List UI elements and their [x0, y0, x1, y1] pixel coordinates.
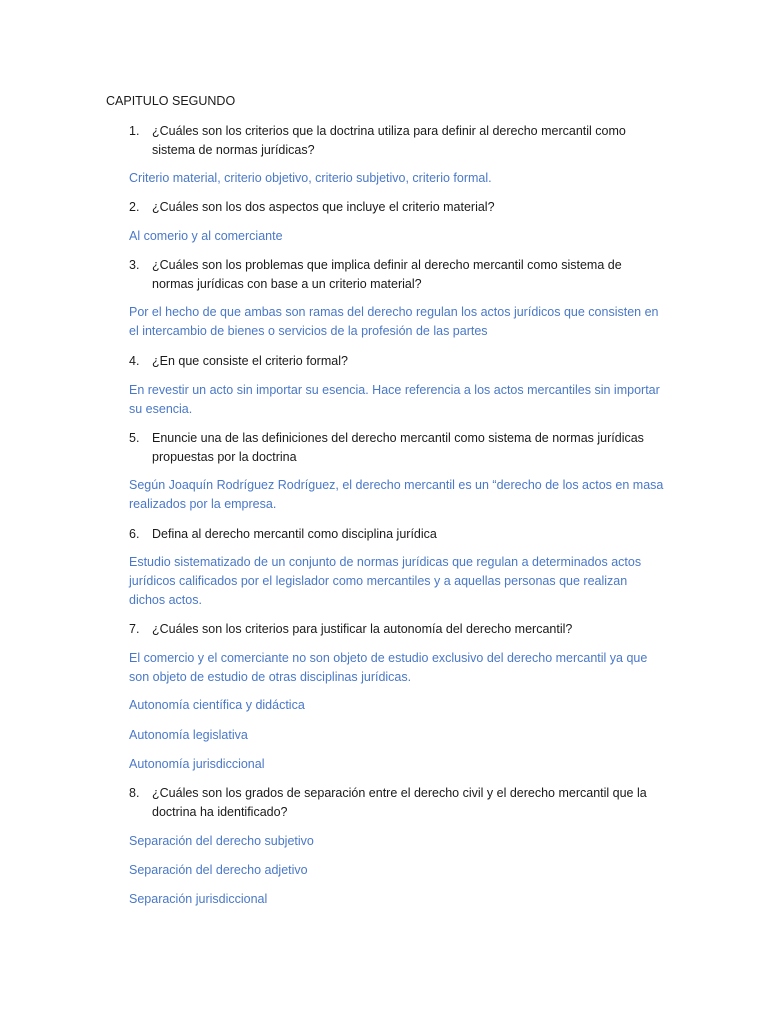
answer-4: En revestir un acto sin importar su esencia. Hace referencia a los actos mercantiles sin importar su esencia.: [129, 383, 660, 416]
question-8: [129, 784, 659, 821]
answer-1: Criterio material, criterio objetivo, criterio subjetivo, criterio formal.: [129, 171, 492, 185]
question-5: [129, 429, 659, 466]
question-3: [129, 256, 659, 293]
question-text: ¿Cuáles son los problemas que implica definir al derecho mercantil como sistema de normas jurídicas con base a un criterio material?: [152, 258, 622, 291]
question-4: [129, 352, 659, 371]
question-text: ¿Cuáles son los dos aspectos que incluye el criterio material?: [152, 200, 495, 214]
answer-8-item: Separación del derecho subjetivo: [129, 834, 314, 848]
question-text: Enuncie una de las definiciones del derecho mercantil como sistema de normas jurídicas propuestas por la doctrina: [152, 431, 644, 464]
question-number: 8.: [129, 786, 140, 800]
chapter-heading: CAPITULO SEGUNDO: [106, 94, 236, 108]
answer-7-item: Autonomía legislativa: [129, 728, 248, 742]
answer-8-item: Separación jurisdiccional: [129, 892, 268, 906]
answer-7-item: Autonomía científica y didáctica: [129, 698, 305, 712]
answer-5: Según Joaquín Rodríguez Rodríguez, el derecho mercantil es un “derecho de los actos en masa realizados por la empresa.: [129, 478, 664, 511]
question-text: Defina al derecho mercantil como disciplina jurídica: [152, 527, 437, 541]
question-number: 5.: [129, 431, 140, 445]
question-6: [129, 525, 659, 544]
question-number: 6.: [129, 527, 140, 541]
question-number: 4.: [129, 354, 140, 368]
question-text: ¿Cuáles son los criterios para justificar la autonomía del derecho mercantil?: [152, 622, 573, 636]
answer-2: Al comerio y al comerciante: [129, 229, 283, 243]
question-number: 2.: [129, 200, 140, 214]
answer-8-item: Separación del derecho adjetivo: [129, 863, 308, 877]
question-1: [129, 122, 659, 159]
question-number: 7.: [129, 622, 140, 636]
answer-7: El comercio y el comerciante no son objeto de estudio exclusivo del derecho mercantil ya que son objeto de estudio de otras disciplinas jurídicas.: [129, 651, 648, 684]
answer-6: Estudio sistematizado de un conjunto de normas jurídicas que regulan a determinados actos jurídicos calificados por el legislador como mercantiles y a aquellas personas que realizan dichos actos.: [129, 555, 642, 607]
question-text: ¿Cuáles son los grados de separación entre el derecho civil y el derecho mercantil que la doctrina ha identificado?: [152, 786, 647, 819]
question-2: [129, 198, 659, 217]
question-7: [129, 620, 659, 639]
question-text: ¿En que consiste el criterio formal?: [152, 354, 348, 368]
question-number: 1.: [129, 124, 140, 138]
question-number: 3.: [129, 258, 140, 272]
question-text: ¿Cuáles son los criterios que la doctrina utiliza para definir al derecho mercantil como sistema de normas jurídicas?: [152, 124, 626, 157]
answer-7-item: Autonomía jurisdiccional: [129, 757, 265, 771]
answer-3: Por el hecho de que ambas son ramas del derecho regulan los actos jurídicos que consisten en el intercambio de bienes o servicios de la profesión de las partes: [129, 305, 659, 338]
